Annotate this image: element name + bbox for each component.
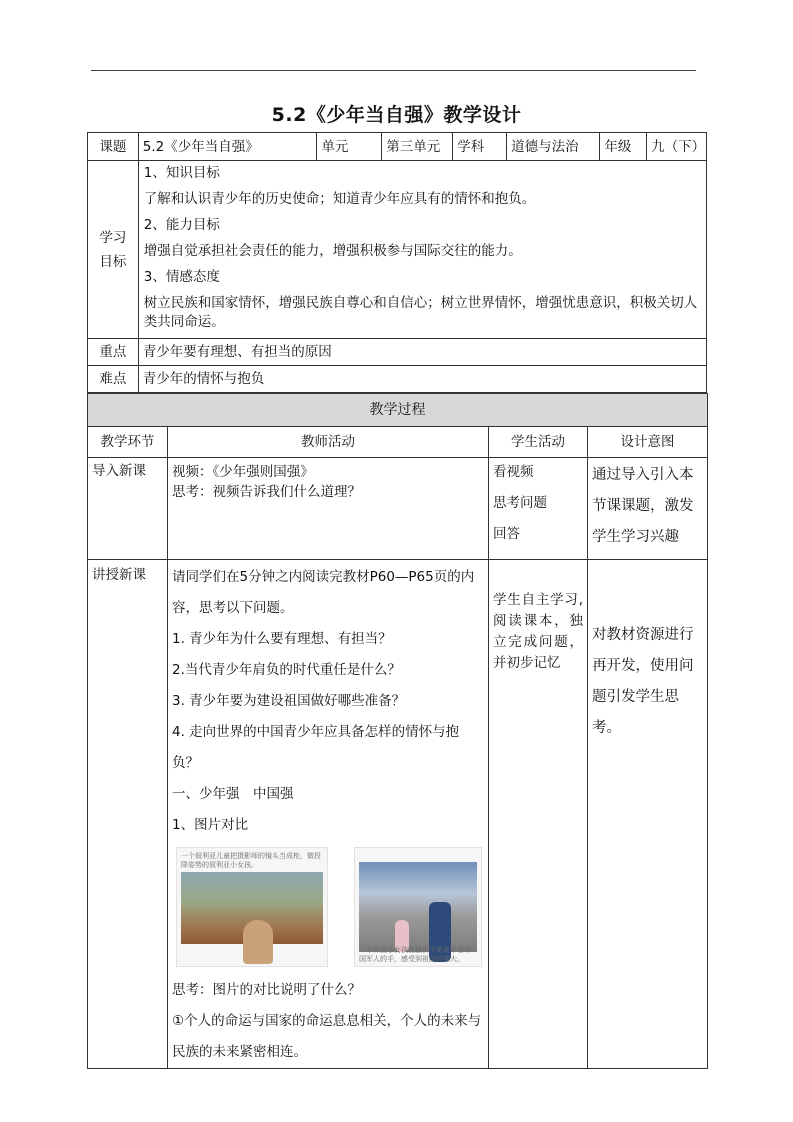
teacher-line: 视频：《少年强则国强》	[172, 464, 314, 480]
column-header: 教学环节	[88, 427, 168, 458]
student-activity-intro	[489, 458, 588, 560]
think-question: 思考：图片的对比说明了什么？	[172, 982, 361, 998]
photo-syrian-girl	[176, 847, 328, 967]
student-line: 回答	[493, 526, 520, 542]
teacher-activity-intro	[168, 458, 489, 560]
column-header: 教师活动	[168, 427, 489, 458]
unit-label: 单元	[317, 133, 382, 161]
difficult-value: 青少年的情怀与抱负	[138, 366, 706, 393]
stage-new: 讲授新课	[88, 560, 168, 1069]
objective-line: 树立民族和国家情怀，增强民族自尊心和自信心；树立世界情怀，增强忧患意识，积极关切人类共同命运。	[143, 295, 698, 330]
unit-value: 第三单元	[382, 133, 453, 161]
answer: ①个人的命运与国家的命运息息相关，个人的未来与民族的未来紧密相连。	[172, 1013, 482, 1060]
key-value: 青少年要有理想、有担当的原因	[138, 339, 706, 366]
photo-caption: 一个外国小女孩在撤侨中紧紧牵着中国军人的手，感受到祖国的强大。	[359, 946, 471, 963]
objective-line: 1、知识目标	[143, 165, 220, 181]
teacher-intro: 请同学们在5分钟之内阅读完教材P60—P65页的内容，思考以下问题。	[172, 569, 475, 616]
grade-value: 九（下）	[647, 133, 707, 161]
objective-line: 了解和认识青少年的历史使命；知道青少年应具有的情怀和抱负。	[143, 191, 536, 207]
question: 3. 青少年要为建设祖国做好哪些准备？	[172, 693, 406, 709]
teacher-line: 思考：视频告诉我们什么道理？	[172, 484, 361, 500]
photo-image	[359, 862, 477, 952]
objectives-label	[88, 161, 139, 339]
column-header: 学生活动	[489, 427, 588, 458]
key-label: 重点	[88, 339, 139, 366]
section-heading: 一、少年强 中国强	[172, 786, 294, 802]
teacher-activity-new	[168, 560, 489, 1069]
header-table	[87, 132, 707, 393]
subject-value: 道德与法治	[507, 133, 600, 161]
objectives-content	[138, 161, 706, 339]
topic-label: 课题	[88, 133, 139, 161]
sub-heading: 1、图片对比	[172, 817, 249, 833]
topic-value: 5.2《少年当自强》	[138, 133, 317, 161]
design-intent-intro	[588, 458, 708, 560]
student-text: 学生自主学习,阅读课本，独立完成问题，并初步记忆	[493, 592, 583, 671]
section-title: 教学过程	[88, 394, 708, 427]
page-title: 5.2《少年当自强》教学设计	[271, 104, 522, 126]
student-line: 思考问题	[493, 495, 547, 511]
process-table	[87, 393, 708, 1069]
photo-image	[181, 872, 323, 944]
grade-label: 年级	[600, 133, 647, 161]
question: 2.当代青少年肩负的时代重任是什么？	[172, 662, 401, 678]
objectives-label-text: 学习目标	[99, 229, 127, 270]
stage-intro: 导入新课	[88, 458, 168, 560]
student-line: 看视频	[493, 464, 534, 480]
column-header: 设计意图	[588, 427, 708, 458]
student-activity-new	[489, 560, 588, 1069]
difficult-label: 难点	[88, 366, 139, 393]
objective-line: 3、情感态度	[143, 269, 220, 285]
photo-evacuation	[354, 847, 482, 967]
photo-caption: 一个叙利亚儿童把摄影师的镜头当成枪，做投降姿势的叙利亚小女孩。	[181, 852, 321, 869]
question: 1. 青少年为什么要有理想、有担当？	[172, 631, 392, 647]
objective-line: 增强自觉承担社会责任的能力，增强积极参与国际交往的能力。	[143, 243, 522, 259]
design-text: 对教材资源进行再开发，使用问题引发学生思考。	[592, 627, 694, 736]
header-rule	[91, 70, 696, 71]
design-intent-new	[588, 560, 708, 1069]
question: 4. 走向世界的中国青少年应具备怎样的情怀与抱负？	[172, 724, 460, 771]
photo-footer	[181, 948, 323, 962]
design-text: 通过导入引入本节课课题，激发学生学习兴趣	[592, 467, 694, 545]
image-comparison	[172, 841, 484, 975]
objective-line: 2、能力目标	[143, 217, 220, 233]
subject-label: 学科	[453, 133, 507, 161]
